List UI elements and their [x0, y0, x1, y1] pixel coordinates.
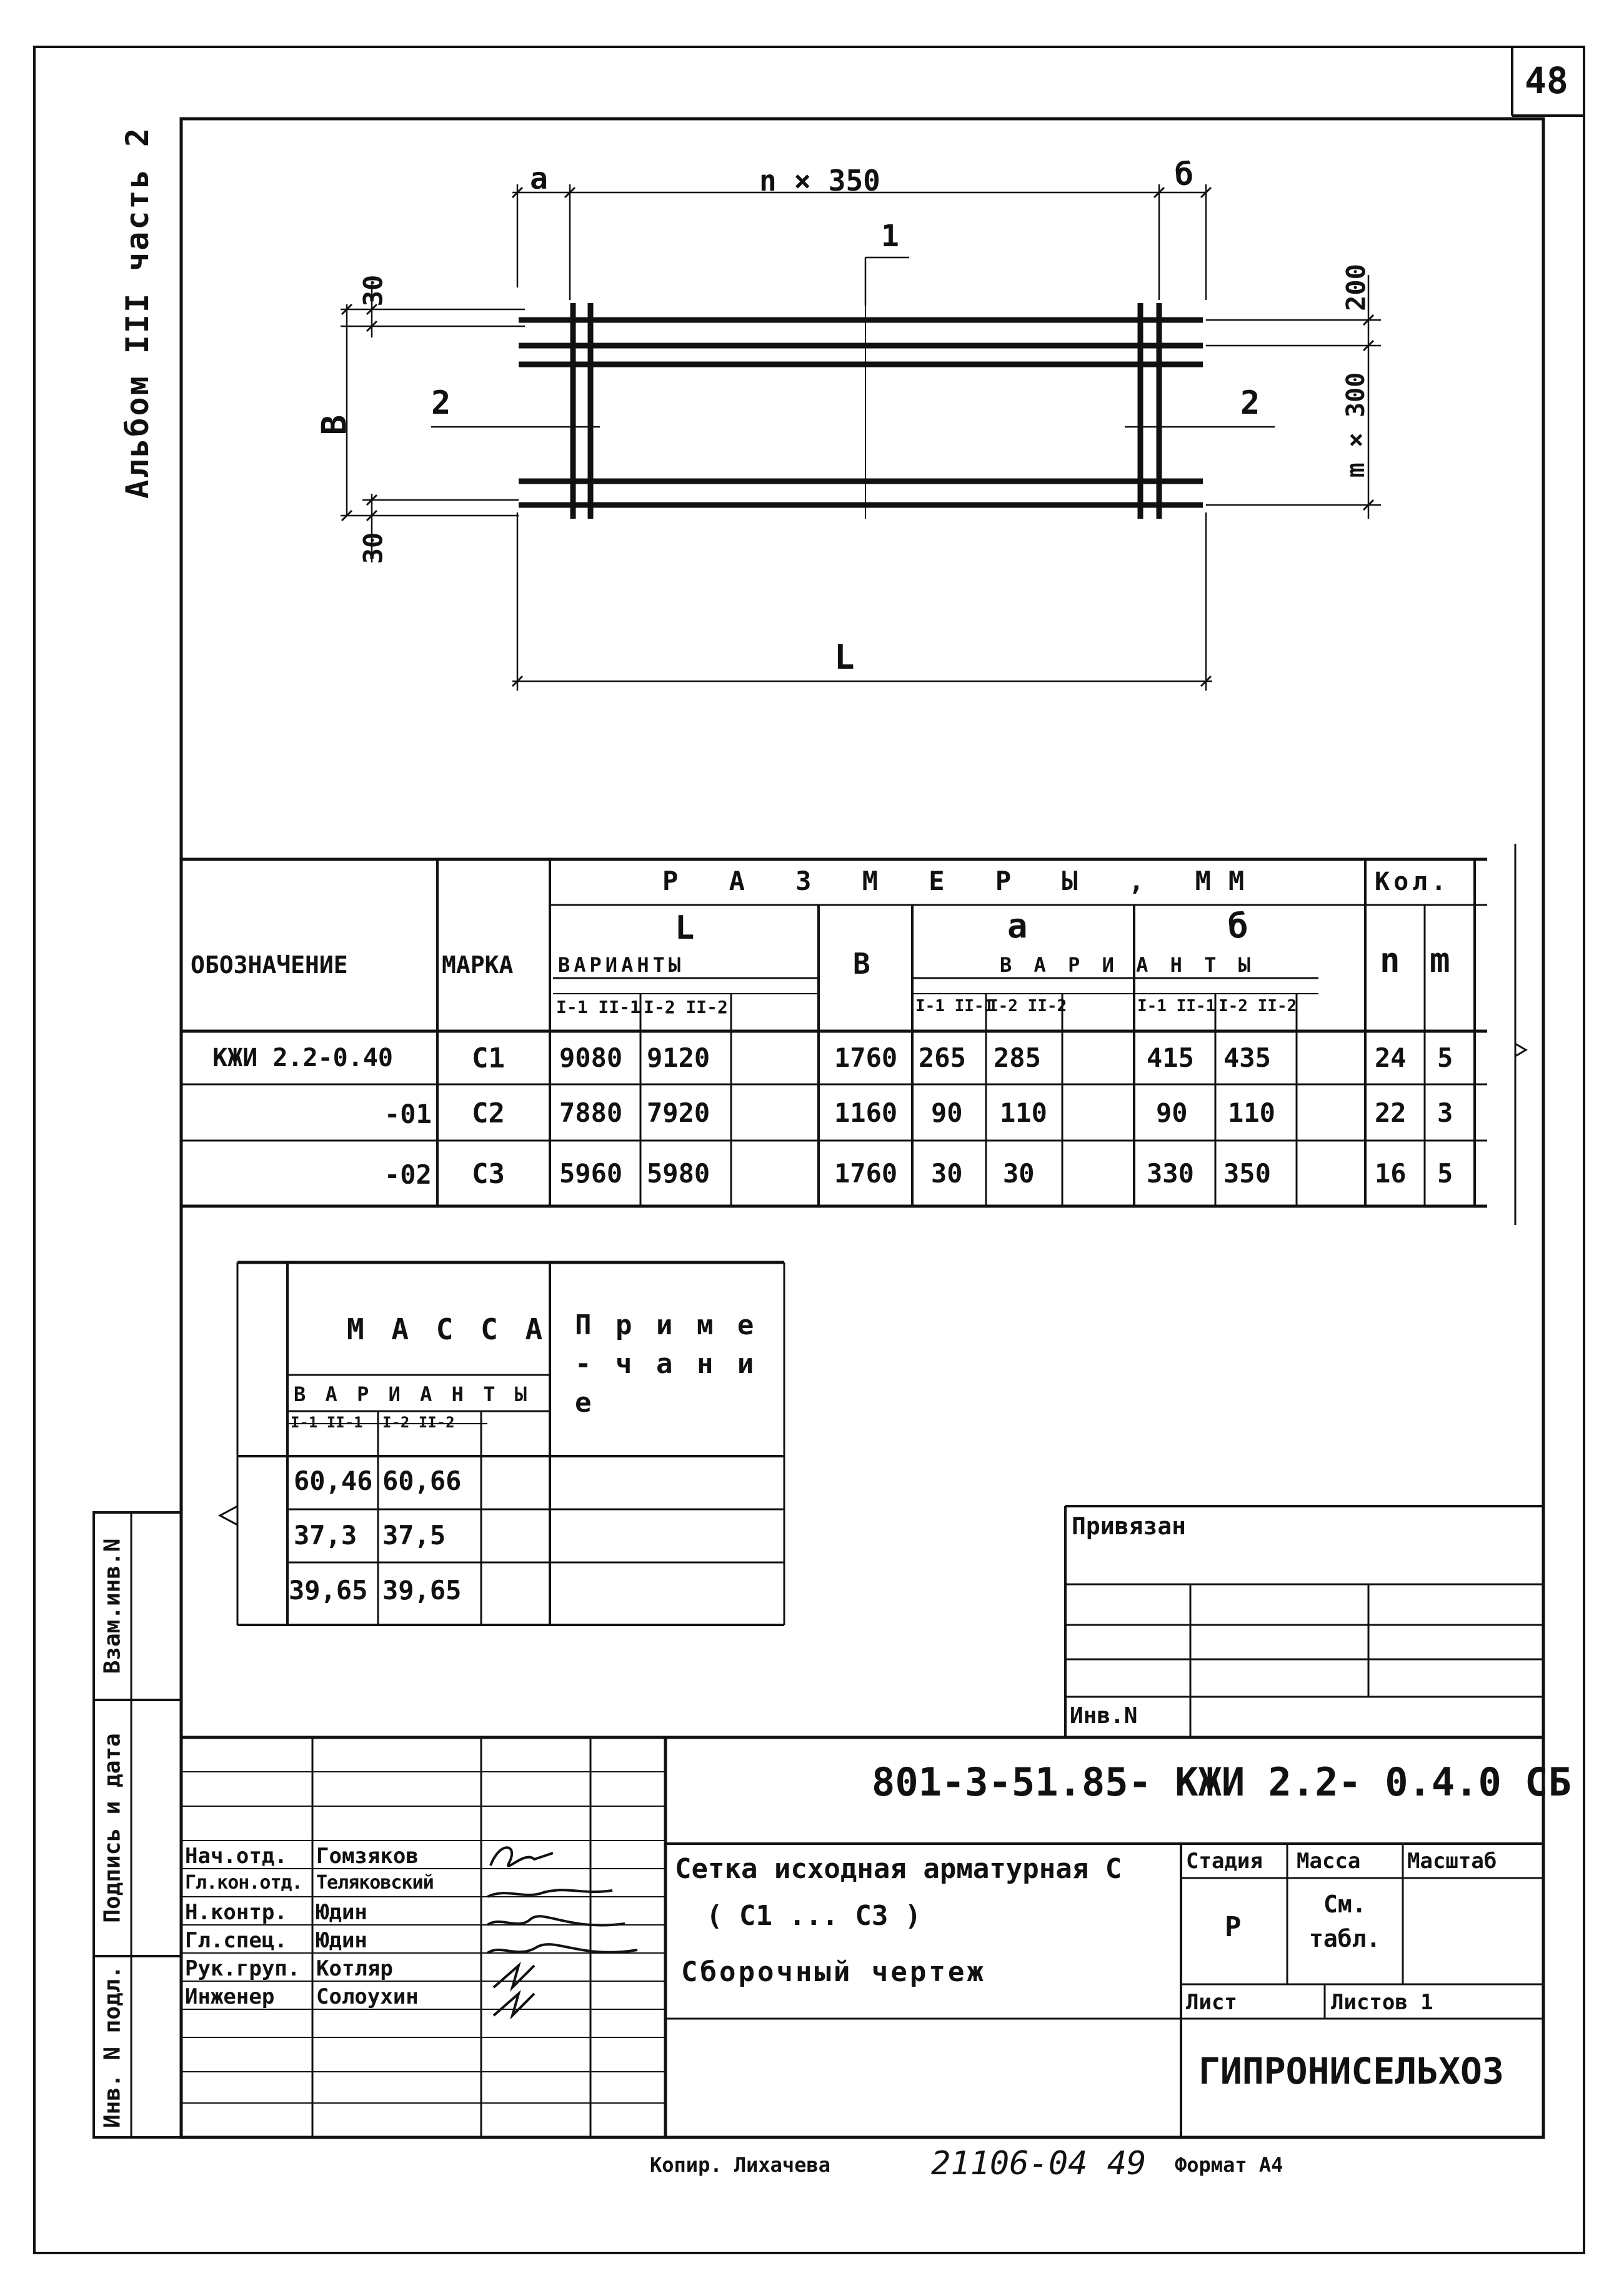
- stamp-name-4: Юдин: [316, 1928, 367, 1953]
- stamp-role-3: Н.контр.: [185, 1900, 287, 1925]
- t1-r2-L1: 7880: [559, 1097, 623, 1128]
- t1-r1-b1: 415: [1147, 1042, 1194, 1073]
- t1-sub-b2: I-2 II-2: [1218, 997, 1297, 1016]
- footer-number: 21106-04 49: [931, 2145, 1147, 2182]
- t2-r2-m2: 37,5: [382, 1520, 446, 1551]
- t1-r2-oboz: -01: [384, 1099, 432, 1129]
- stamp-name-2: Теляковский: [316, 1872, 434, 1894]
- privyazan-inv: Инв.N: [1070, 1703, 1138, 1729]
- t2-sub-1: I-1 II-1: [291, 1414, 363, 1431]
- t1-header-oboz: ОБОЗНАЧЕНИЕ: [191, 951, 348, 979]
- label-pos2-right: 2: [1240, 384, 1260, 422]
- stamp-role-1: Нач.отд.: [185, 1844, 287, 1869]
- t1-sub-L2: I-2 II-2: [644, 997, 728, 1017]
- stamp-name-6: Солоухин: [316, 1984, 419, 2009]
- page-number: 48: [1525, 59, 1568, 102]
- t1-r3-L2: 5980: [647, 1158, 710, 1189]
- t1-r1-B: 1760: [834, 1042, 898, 1073]
- stamp-name-5: Котляр: [316, 1956, 393, 1981]
- t1-header-L: L: [675, 909, 695, 947]
- label-a: a: [530, 161, 548, 196]
- stamp-massa-value-2: табл.: [1309, 1925, 1381, 1952]
- t1-header-m: m: [1430, 941, 1450, 980]
- label-B-height: B: [314, 414, 354, 436]
- stamp-stadiya-value: Р: [1225, 1911, 1242, 1943]
- t1-r2-a2: 110: [1000, 1097, 1047, 1128]
- t1-r2-a1: 90: [931, 1097, 963, 1128]
- footer-format: Формат А4: [1175, 2153, 1283, 2177]
- album-label: Альбом III часть 2: [119, 126, 156, 499]
- t1-header-n: n: [1380, 941, 1400, 980]
- stamp-role-4: Гл.спец.: [185, 1928, 287, 1953]
- label-pos2-left: 2: [431, 384, 451, 422]
- t1-r2-B: 1160: [834, 1097, 898, 1128]
- stamp-title-1: Сетка исходная арматурная С: [675, 1853, 1122, 1885]
- t1-sub-a1: I-1 II-1: [915, 997, 994, 1016]
- label-L: L: [834, 637, 855, 677]
- t1-r2-b2: 110: [1228, 1097, 1275, 1128]
- stamp-listov: Листов 1: [1331, 1990, 1433, 2015]
- side-vz-inv: Взам.инв.N: [99, 1538, 126, 1674]
- t1-r2-b1: 90: [1156, 1097, 1188, 1128]
- t2-header-massa: М А С С А: [347, 1312, 548, 1346]
- label-30-top: 30: [357, 274, 389, 307]
- label-30-bottom: 30: [357, 532, 389, 564]
- t2-r1-m1: 60,46: [294, 1466, 373, 1496]
- t1-r2-L2: 7920: [647, 1097, 710, 1128]
- t1-r1-b2: 435: [1223, 1042, 1271, 1073]
- t1-r3-marka: С3: [472, 1158, 505, 1190]
- stamp-name-3: Юдин: [316, 1900, 367, 1925]
- stamp-code: 801-3-51.85- КЖИ 2.2- 0.4.0 СБ: [872, 1759, 1572, 1805]
- stamp-list: Лист: [1186, 1990, 1237, 2015]
- t1-r3-a1: 30: [931, 1158, 963, 1189]
- t1-r3-a2: 30: [1003, 1158, 1035, 1189]
- t2-r3-m2: 39,65: [382, 1575, 462, 1606]
- label-m300: m × 300: [1342, 372, 1370, 478]
- t1-sub-L1: I-1 II-1: [556, 997, 640, 1017]
- t1-r2-n: 22: [1375, 1097, 1407, 1128]
- t1-r1-m: 5: [1437, 1042, 1453, 1073]
- stamp-role-2: Гл.кон.отд.: [185, 1872, 302, 1894]
- t1-r3-oboz: -02: [384, 1159, 432, 1190]
- signatures: [481, 1837, 694, 2019]
- t2-r1-m2: 60,66: [382, 1466, 462, 1496]
- t1-r3-m: 5: [1437, 1158, 1453, 1189]
- t1-r3-n: 16: [1375, 1158, 1407, 1189]
- stamp-role-6: Инженер: [185, 1984, 275, 2009]
- t1-r1-n: 24: [1375, 1042, 1407, 1073]
- t1-header-a: a: [1007, 906, 1028, 946]
- t1-r3-L1: 5960: [559, 1158, 623, 1189]
- label-b-small: б: [1175, 156, 1194, 192]
- t1-sub-b1: I-1 II-1: [1137, 997, 1216, 1016]
- t2-sub-2: I-2 II-2: [382, 1414, 455, 1431]
- stamp-title-3: Сборочный чертеж: [681, 1956, 986, 1988]
- stamp-name-1: Гомзяков: [316, 1844, 419, 1869]
- t1-sub-a2: I-2 II-2: [989, 997, 1067, 1016]
- t1-r3-b2: 350: [1223, 1158, 1271, 1189]
- t1-header-marka: МАРКА: [442, 951, 514, 979]
- t1-header-B: B: [853, 947, 870, 981]
- t2-r3-m1: 39,65: [289, 1575, 368, 1606]
- side-inv-podl: Инв. N подл.: [99, 1965, 126, 2129]
- t1-r1-a2: 285: [994, 1042, 1041, 1073]
- stamp-massa-value-1: См.: [1323, 1891, 1367, 1918]
- t1-header-b: б: [1228, 906, 1248, 946]
- t1-r1-L1: 9080: [559, 1042, 623, 1073]
- t2-r2-m1: 37,3: [294, 1520, 357, 1551]
- t1-r1-marka: С1: [472, 1042, 505, 1074]
- t2-header-var: В А Р И А Н Т Ы: [294, 1382, 531, 1406]
- stamp-org: ГИПРОНИСЕЛЬХОЗ: [1198, 2050, 1504, 2092]
- stamp-stadiya: Стадия: [1186, 1849, 1263, 1874]
- t1-r3-b1: 330: [1147, 1158, 1194, 1189]
- label-200: 200: [1340, 264, 1372, 311]
- t1-r2-marka: С2: [472, 1097, 505, 1129]
- stamp-masshtab: Масштаб: [1407, 1849, 1497, 1874]
- t1-r1-a1: 265: [919, 1042, 966, 1073]
- privyazan-title: Привязан: [1072, 1512, 1187, 1540]
- t1-header-razmery: Р А З М Е Р Ы , ММ: [662, 866, 1262, 896]
- t1-header-var-L: ВАРИАНТЫ: [558, 953, 685, 977]
- t1-r3-B: 1760: [834, 1158, 898, 1189]
- t1-header-var-ab: В А Р И А Н Т Ы: [1000, 953, 1255, 977]
- stamp-title-2: ( С1 ... С3 ): [706, 1900, 922, 1932]
- label-n350: n × 350: [759, 164, 880, 197]
- stamp-role-5: Рук.груп.: [185, 1956, 301, 1981]
- t1-r1-L2: 9120: [647, 1042, 710, 1073]
- label-pos1: 1: [881, 219, 899, 254]
- t2-header-prim: П р и м е - ч а н и е: [575, 1309, 758, 1419]
- t1-header-kol: Кол.: [1375, 867, 1450, 896]
- side-podpis: Подпись и дата: [99, 1733, 126, 1923]
- t1-r1-oboz: КЖИ 2.2-0.40: [212, 1044, 393, 1072]
- stamp-massa: Масса: [1297, 1849, 1361, 1874]
- t1-r2-m: 3: [1437, 1097, 1453, 1128]
- footer-kopir: Копир. Лихачева: [650, 2153, 830, 2177]
